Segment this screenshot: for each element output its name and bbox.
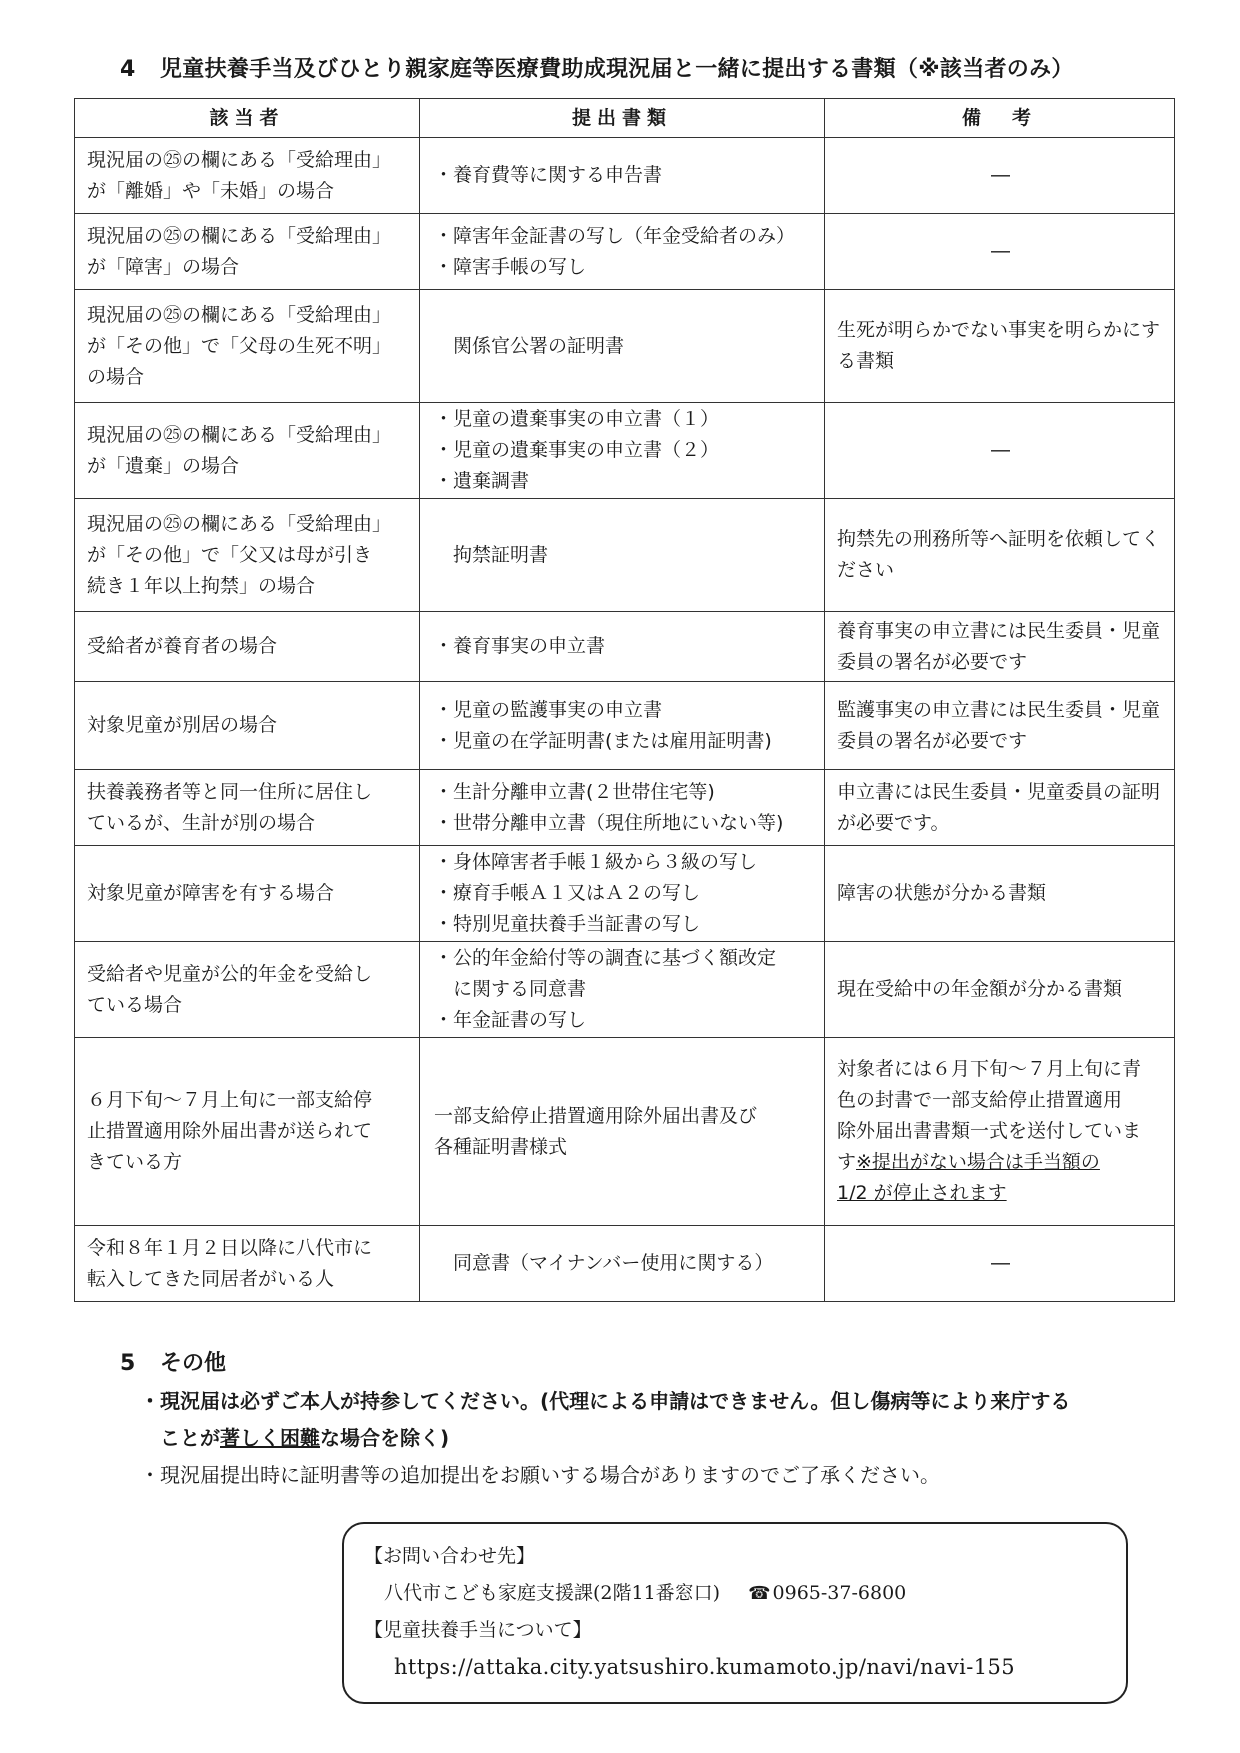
document-item: 一部支給停止措置適用除外届出書及び	[434, 1104, 758, 1127]
header-documents: 提出書類	[420, 99, 825, 138]
remarks-warning: 1/2 が停止されます	[837, 1182, 1007, 1204]
section-5-title	[120, 1346, 226, 1377]
document-item: ・養育費等に関する申告書	[434, 164, 663, 186]
applicant-cell	[75, 499, 420, 612]
applicant-text: 受給者や児童が公的年金を受給し	[87, 962, 373, 985]
remarks-cell: 監護事実の申立書には民生委員・児童委員の署名が必要です	[825, 682, 1175, 770]
applicant-text: 現況届の㉕の欄にある「受給理由」	[87, 148, 392, 171]
document-item: ・特別児童扶養手当証書の写し	[434, 913, 701, 935]
documents-cell	[420, 682, 825, 770]
header-applicant: 該当者	[75, 99, 420, 138]
remarks-text: 対象者には６月下旬～７月上旬に青	[837, 1058, 1142, 1080]
documents-table	[74, 98, 1175, 1302]
remarks-cell: ―	[825, 1226, 1175, 1302]
table-row	[75, 138, 1175, 214]
applicant-text: 受給者が養育者の場合	[87, 635, 278, 657]
info-url-link[interactable]: https://attaka.city.yatsushiro.kumamoto.jp/navi/navi-155	[394, 1655, 1016, 1679]
applicant-text: 転入してきた同居者がいる人	[87, 1267, 335, 1290]
note-item: ・現況届提出時に証明書等の追加提出をお願いする場合がありますのでご了承ください。	[140, 1463, 940, 1487]
remarks-cell: 生死が明らかでない事実を明らかにする書類	[825, 290, 1175, 403]
note-emphasis: 著しく困難	[220, 1426, 320, 1450]
applicant-text: の場合	[87, 365, 145, 388]
remarks-cell: ―	[825, 214, 1175, 290]
applicant-text: が「障害」の場合	[87, 255, 240, 278]
contact-box	[342, 1522, 1128, 1704]
documents-cell	[420, 942, 825, 1038]
document-item: ・身体障害者手帳１級から３級の写し	[434, 851, 758, 873]
document-item: ・児童の在学証明書(または雇用証明書)	[434, 729, 772, 752]
applicant-cell	[75, 682, 420, 770]
document-item: ・世帯分離申立書（現住所地にいない等)	[434, 811, 784, 834]
table-row	[75, 290, 1175, 403]
document-item: ・児童の監護事実の申立書	[434, 698, 663, 721]
document-item: 関係官公署の証明書	[453, 334, 625, 357]
note-line: ・現況届は必ずご本人が持参してください。(代理による申請はできません。但し傷病等により来庁する	[140, 1389, 1071, 1413]
contact-office: 八代市こども家庭支援課(2階11番窓口)	[384, 1582, 721, 1604]
contact-heading-2: 【児童扶養手当について】	[364, 1619, 592, 1641]
documents-cell	[420, 846, 825, 942]
table-row	[75, 682, 1175, 770]
table-row	[75, 1226, 1175, 1302]
applicant-cell	[75, 138, 420, 214]
applicant-text: きている方	[87, 1151, 183, 1173]
documents-cell	[420, 499, 825, 612]
applicant-text: 続き１年以上拘禁」の場合	[87, 574, 316, 597]
remarks-cell: 障害の状態が分かる書類	[825, 846, 1175, 942]
document-item: に関する同意書	[453, 978, 587, 1000]
section-4-number: 4	[120, 57, 136, 82]
applicant-text: 対象児童が別居の場合	[87, 714, 278, 736]
applicant-text: 令和８年１月２日以降に八代市に	[87, 1236, 373, 1259]
document-item: 各種証明書様式	[434, 1135, 568, 1158]
applicant-text: が「その他」で「父母の生死不明」	[87, 334, 392, 357]
table-row	[75, 770, 1175, 846]
documents-cell	[420, 403, 825, 499]
table-header-row	[75, 99, 1175, 138]
applicant-text: 現況届の㉕の欄にある「受給理由」	[87, 224, 392, 247]
document-item: ・公的年金給付等の調査に基づく額改定	[434, 947, 777, 969]
remarks-text-line4	[837, 1147, 1164, 1178]
document-item: ・障害年金証書の写し（年金受給者のみ）	[434, 224, 796, 247]
applicant-cell	[75, 770, 420, 846]
applicant-cell	[75, 1038, 420, 1226]
applicant-text: 扶養義務者等と同一住所に居住し	[87, 780, 373, 803]
header-remarks: 備 考	[825, 99, 1175, 138]
table-row	[75, 942, 1175, 1038]
documents-cell	[420, 612, 825, 682]
applicant-cell	[75, 290, 420, 403]
applicant-text: ているが、生計が別の場合	[87, 811, 316, 834]
applicant-text: ６月下旬～７月上旬に一部支給停	[87, 1089, 373, 1111]
contact-office-row	[364, 1575, 1106, 1612]
remarks-text: 色の封書で一部支給停止措置適用	[837, 1089, 1123, 1111]
contact-phone	[748, 1575, 906, 1612]
table-row	[75, 612, 1175, 682]
document-item: ・年金証書の写し	[434, 1009, 587, 1031]
document-item: 同意書（マイナンバー使用に関する）	[453, 1252, 774, 1274]
document-item: 拘禁証明書	[453, 543, 549, 566]
section-4-title	[120, 52, 1200, 83]
section-5-title-text: その他	[160, 1351, 227, 1376]
documents-cell	[420, 770, 825, 846]
remarks-cell: ―	[825, 138, 1175, 214]
remarks-text: す	[837, 1151, 857, 1173]
applicant-text: ている場合	[87, 993, 183, 1016]
section-5-number: 5	[120, 1351, 136, 1376]
applicant-cell	[75, 214, 420, 290]
applicant-text: 現況届の㉕の欄にある「受給理由」	[87, 423, 392, 446]
documents-cell	[420, 1226, 825, 1302]
remarks-cell: ―	[825, 403, 1175, 499]
documents-cell	[420, 214, 825, 290]
applicant-text: 止措置適用除外届出書が送られて	[87, 1120, 373, 1142]
other-notes-list	[140, 1383, 1140, 1494]
remarks-cell: 拘禁先の刑務所等へ証明を依頼してください	[825, 499, 1175, 612]
table-row	[75, 403, 1175, 499]
applicant-cell	[75, 846, 420, 942]
applicant-text: 現況届の㉕の欄にある「受給理由」	[87, 512, 392, 535]
documents-cell	[420, 290, 825, 403]
note-item	[140, 1383, 1140, 1457]
table-row	[75, 846, 1175, 942]
applicant-text: が「離婚」や「未婚」の場合	[87, 179, 335, 202]
remarks-warning: ※提出がない場合は手当額の	[856, 1151, 1100, 1173]
document-item: ・児童の遺棄事実の申立書（２）	[434, 439, 720, 461]
documents-cell	[420, 1038, 825, 1226]
note-text: な場合を除く)	[320, 1426, 450, 1450]
table-row	[75, 1038, 1175, 1226]
applicant-cell	[75, 403, 420, 499]
applicant-text: が「その他」で「父又は母が引き	[87, 543, 373, 566]
document-item: ・児童の遺棄事実の申立書（１）	[434, 408, 720, 430]
document-item: ・生計分離申立書(２世帯住宅等)	[434, 780, 715, 803]
document-item: ・遺棄調書	[434, 470, 530, 492]
document-item: ・障害手帳の写し	[434, 255, 587, 278]
applicant-text: が「遺棄」の場合	[87, 454, 240, 477]
document-item: ・療育手帳Ａ１又はＡ２の写し	[434, 882, 701, 904]
applicant-cell	[75, 612, 420, 682]
remarks-cell: 申立書には民生委員・児童委員の証明が必要です。	[825, 770, 1175, 846]
phone-icon: ☎	[748, 1583, 771, 1604]
note-line	[140, 1420, 1140, 1457]
remarks-text: 除外届出書書類一式を送付していま	[837, 1120, 1142, 1142]
phone-number[interactable]: 0965-37-6800	[772, 1582, 907, 1604]
documents-cell	[420, 138, 825, 214]
applicant-cell	[75, 942, 420, 1038]
document-item: ・養育事実の申立書	[434, 635, 606, 657]
table-row	[75, 499, 1175, 612]
contact-heading: 【お問い合わせ先】	[364, 1545, 536, 1567]
table-row	[75, 214, 1175, 290]
note-text: ことが	[160, 1426, 220, 1450]
section-4-title-text: 児童扶養手当及びひとり親家庭等医療費助成現況届と一緒に提出する書類（※該当者のみ）	[160, 57, 1074, 82]
applicant-text: 対象児童が障害を有する場合	[87, 882, 335, 904]
remarks-cell	[825, 1038, 1175, 1226]
remarks-cell: 現在受給中の年金額が分かる書類	[825, 942, 1175, 1038]
applicant-text: 現況届の㉕の欄にある「受給理由」	[87, 303, 392, 326]
applicant-cell	[75, 1226, 420, 1302]
remarks-cell: 養育事実の申立書には民生委員・児童委員の署名が必要です	[825, 612, 1175, 682]
